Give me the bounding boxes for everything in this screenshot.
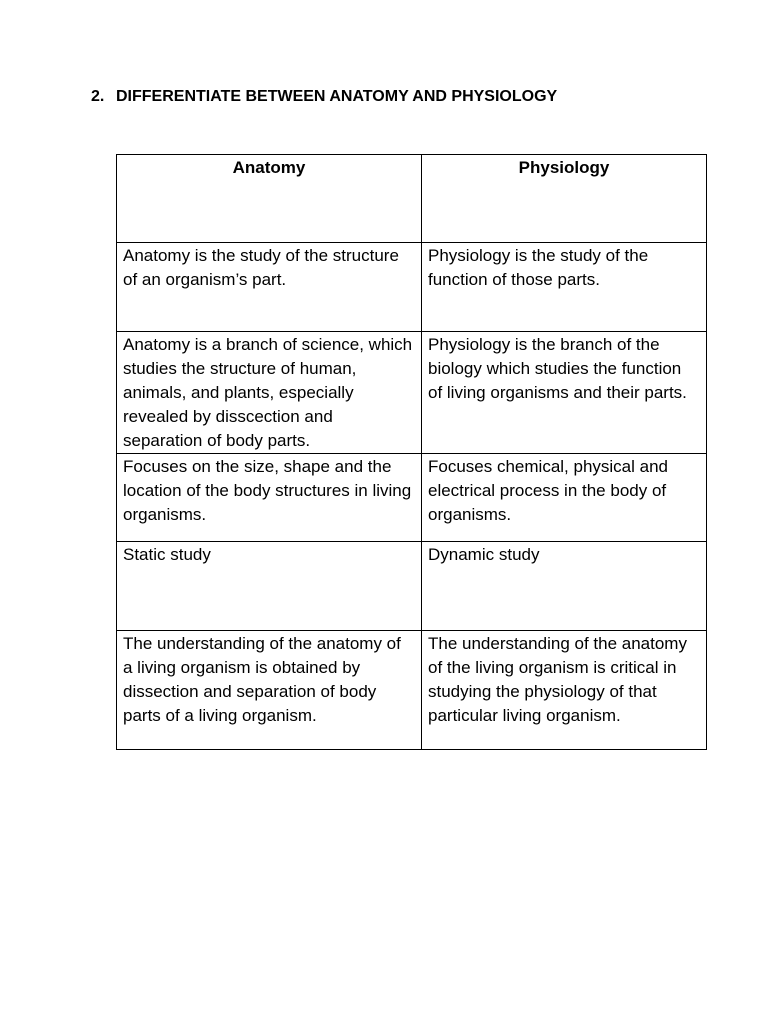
question-number: 2. (91, 88, 105, 105)
physiology-cell: Physiology is the branch of the biology which studies the function of living organisms and their parts. (422, 332, 707, 454)
table-row (117, 243, 707, 332)
table-row (117, 631, 707, 750)
table-row (117, 332, 707, 454)
question-heading (91, 88, 557, 106)
header-physiology: Physiology (422, 155, 707, 243)
anatomy-cell: Anatomy is a branch of science, which studies the structure of human, animals, and plants, especially revealed by disscection and separation of body parts. (117, 332, 422, 454)
question-title: DIFFERENTIATE BETWEEN ANATOMY AND PHYSIOLOGY (116, 88, 558, 105)
comparison-table (116, 154, 707, 750)
anatomy-cell: Anatomy is the study of the structure of an organism’s part. (117, 243, 422, 332)
physiology-cell: Dynamic study (422, 542, 707, 631)
anatomy-cell: Static study (117, 542, 422, 631)
anatomy-cell: The understanding of the anatomy of a living organism is obtained by dissection and separation of body parts of a living organism. (117, 631, 422, 750)
physiology-cell: Focuses chemical, physical and electrical process in the body of organisms. (422, 454, 707, 542)
table-header-row (117, 155, 707, 243)
physiology-cell: Physiology is the study of the function of those parts. (422, 243, 707, 332)
table-row (117, 542, 707, 631)
physiology-cell: The understanding of the anatomy of the living organism is critical in studying the physiology of that particular living organism. (422, 631, 707, 750)
table-row (117, 454, 707, 542)
header-anatomy: Anatomy (117, 155, 422, 243)
anatomy-cell: Focuses on the size, shape and the location of the body structures in living organisms. (117, 454, 422, 542)
